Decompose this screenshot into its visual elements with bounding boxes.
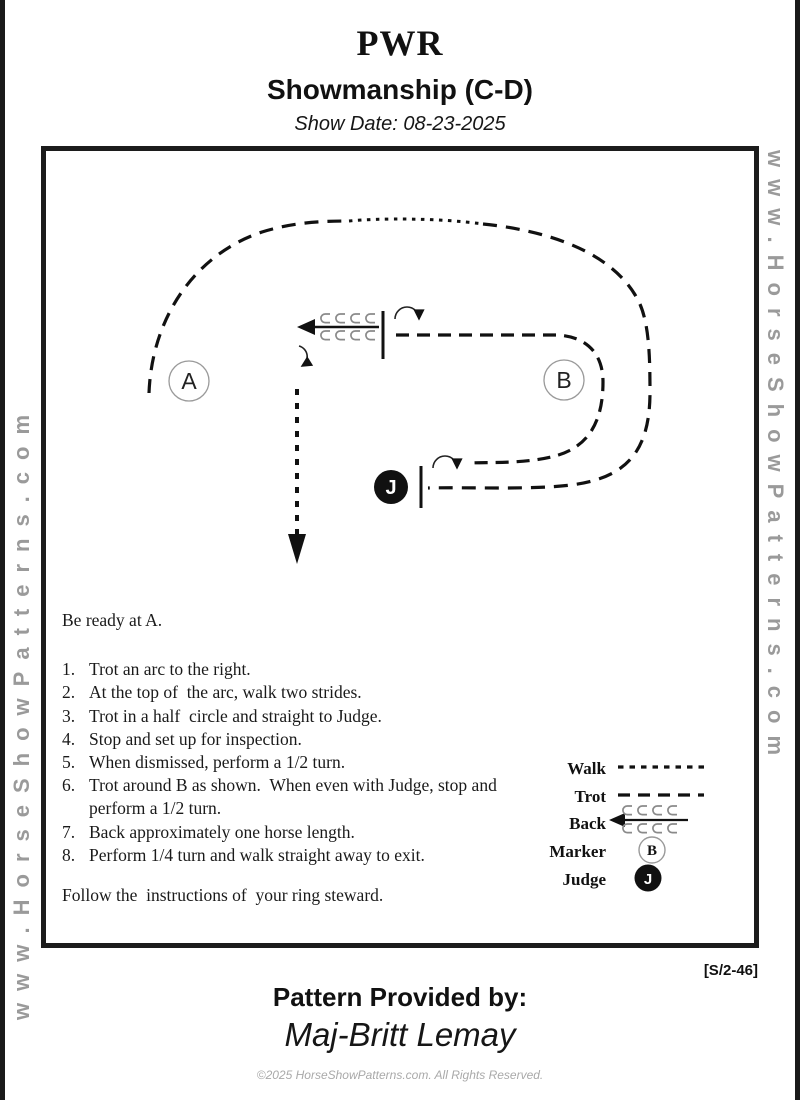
- walk-segment-path: [349, 219, 483, 224]
- instructions: [62, 609, 532, 907]
- legend-judge-label: Judge: [562, 869, 606, 889]
- judge-marker-label: J: [385, 477, 397, 499]
- legend-back-label: Back: [569, 814, 606, 834]
- step-6: [62, 774, 532, 820]
- step-text: Perform 1/4 turn and walk straight away to exit.: [89, 844, 425, 865]
- marker-a: [169, 361, 209, 401]
- watermark-left: www.HorseShowPatterns.com: [9, 402, 34, 1020]
- legend-trot-label: Trot: [574, 786, 606, 806]
- marker-a-label: A: [181, 368, 197, 394]
- step-text: At the top of the arc, walk two strides.: [89, 682, 362, 703]
- legend: [470, 755, 606, 894]
- legend-walk-label: Walk: [567, 759, 606, 778]
- step-4: [62, 728, 532, 751]
- legend-symbols: [609, 767, 704, 892]
- back-symbol: [297, 314, 379, 340]
- step-8: [62, 844, 532, 867]
- step-number: 5.: [62, 752, 76, 773]
- trot-arc-right-path: [428, 224, 650, 488]
- step-number: 1.: [62, 659, 76, 680]
- step-number: 2.: [62, 682, 76, 703]
- judge-marker: [374, 470, 408, 504]
- provided-by-name: Maj-Britt Lemay: [284, 1016, 516, 1053]
- half-turn-arrow-center: [395, 307, 419, 319]
- step-number: 6.: [62, 775, 76, 796]
- pattern-code: [S/2-46]: [703, 962, 758, 979]
- step-number: 3.: [62, 705, 76, 726]
- step-number: 4.: [62, 728, 76, 749]
- quarter-turn-arrow: [299, 346, 307, 366]
- provided-by-label: Pattern Provided by:: [272, 982, 528, 1012]
- instructions-intro: Be ready at A.: [62, 610, 163, 630]
- legend-marker-symbol: [639, 837, 665, 863]
- step-text: Trot around B as shown. When even with Judge, stop and perform a 1/2 turn.: [89, 775, 502, 819]
- step-5: [62, 751, 532, 774]
- step-number: 8.: [62, 844, 76, 865]
- legend-back-symbol: [609, 806, 688, 833]
- legend-judge-symbol: [635, 865, 662, 892]
- half-turn-arrow-judge: [433, 456, 457, 468]
- legend-marker-letter: B: [646, 843, 658, 859]
- step-3: [62, 705, 532, 728]
- show-date: Show Date: 08-23-2025: [294, 113, 506, 135]
- step-text: Back approximately one horse length.: [89, 821, 355, 842]
- marker-b: [544, 360, 584, 400]
- class-subtitle: Showmanship (C-D): [267, 74, 533, 105]
- step-text: Trot an arc to the right.: [89, 659, 251, 680]
- step-text: Stop and set up for inspection.: [89, 728, 302, 749]
- legend-judge-letter: J: [643, 871, 653, 888]
- step-text: When dismissed, perform a 1/2 turn.: [89, 752, 346, 773]
- step-2: [62, 681, 532, 704]
- step-number: 7.: [62, 821, 76, 842]
- legend-marker-label: Marker: [549, 842, 606, 862]
- step-7: [62, 821, 532, 844]
- exit-arrowhead: [288, 534, 306, 564]
- marker-b-label: B: [556, 367, 572, 393]
- instructions-outro: Follow the instructions of your ring steward.: [62, 885, 384, 906]
- copyright-notice: ©2025 HorseShowPatterns.com. All Rights Reserved.: [256, 1068, 544, 1082]
- page-title: PWR: [356, 23, 444, 63]
- step-text: Trot in a half circle and straight to Judge.: [89, 705, 382, 726]
- step-1: [62, 658, 532, 681]
- watermark-right: www.HorseShowPatterns.com: [763, 150, 788, 768]
